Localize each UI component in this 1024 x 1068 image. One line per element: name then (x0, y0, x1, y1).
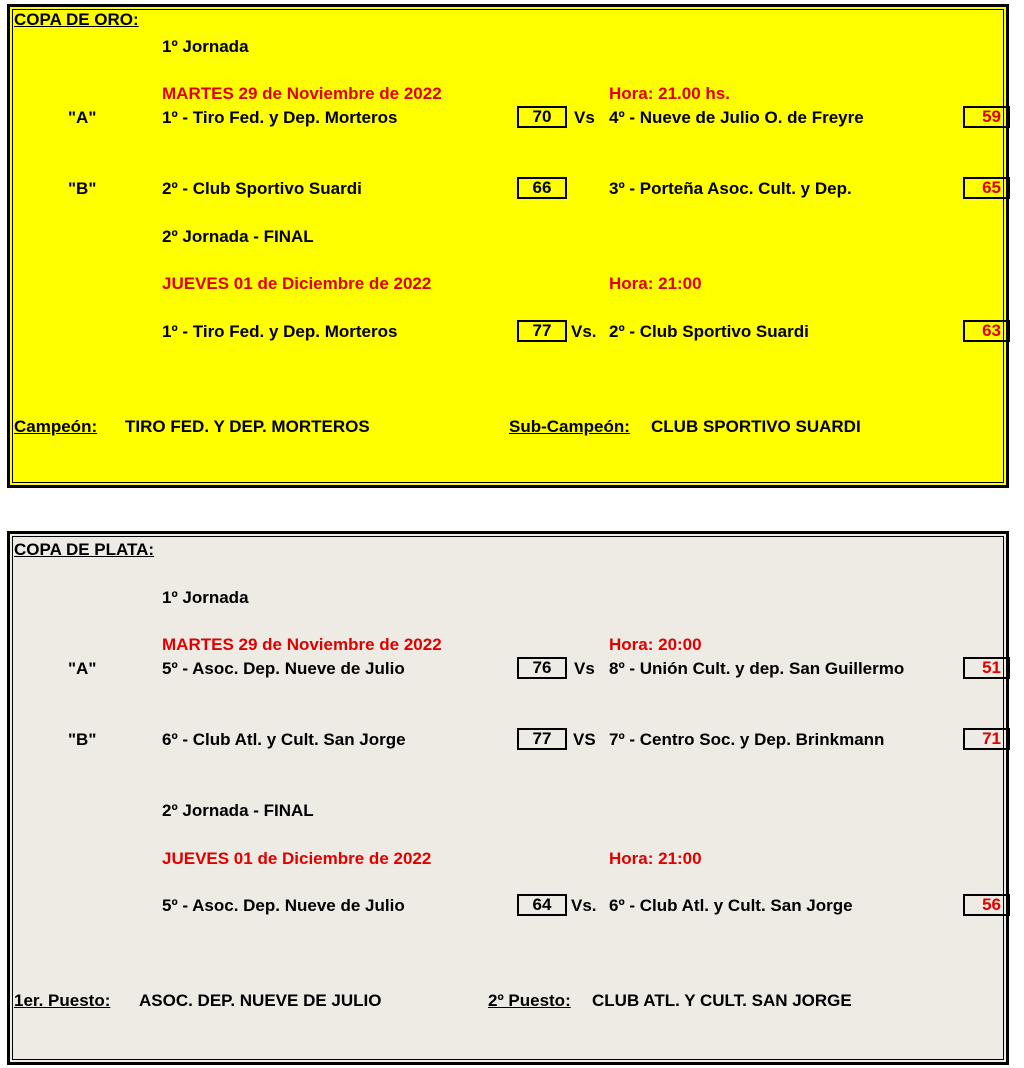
panel-title: COPA DE PLATA: (14, 540, 155, 559)
second-place-team: CLUB ATL. Y CULT. SAN JORGE (592, 991, 852, 1010)
round2-heading: 2º Jornada - FINAL (162, 801, 314, 820)
round1-date: MARTES 29 de Noviembre de 2022 (162, 635, 442, 654)
match-a-away-team: 8º - Unión Cult. y dep. San Guillermo (609, 659, 905, 678)
final-home-score: 77 (517, 320, 567, 342)
round1-date: MARTES 29 de Noviembre de 2022 (162, 84, 442, 103)
group-a-label: "A" (68, 659, 97, 678)
round2-date: JUEVES 01 de Diciembre de 2022 (162, 849, 432, 868)
group-b-label: "B" (68, 179, 97, 198)
final-away-score: 56 (963, 894, 1010, 916)
champion-label: Campeón: (14, 417, 98, 436)
round2-heading: 2º Jornada - FINAL (162, 227, 314, 246)
final-home-score: 64 (517, 894, 567, 916)
second-place-label: 2º Puesto: (488, 991, 571, 1010)
match-b-home-score: 77 (517, 728, 567, 750)
final-vs: Vs. (571, 322, 597, 341)
panel-title: COPA DE ORO: (14, 10, 139, 29)
match-b-away-score: 71 (963, 728, 1010, 750)
round2-date: JUEVES 01 de Diciembre de 2022 (162, 274, 432, 293)
final-home-team: 5º - Asoc. Dep. Nueve de Julio (162, 896, 405, 915)
final-home-team: 1º - Tiro Fed. y Dep. Morteros (162, 322, 398, 341)
round1-heading: 1º Jornada (162, 37, 249, 56)
final-away-score: 63 (963, 320, 1010, 342)
round1-time: Hora: 20:00 (609, 635, 702, 654)
champion-team: TIRO FED. Y DEP. MORTEROS (125, 417, 370, 436)
match-b-away-team: 7º - Centro Soc. y Dep. Brinkmann (609, 730, 885, 749)
first-place-team: ASOC. DEP. NUEVE DE JULIO (139, 991, 382, 1010)
match-b-away-team: 3º - Porteña Asoc. Cult. y Dep. (609, 179, 852, 198)
copa-de-plata-panel (7, 531, 1009, 1065)
round1-time: Hora: 21.00 hs. (609, 84, 730, 103)
match-a-away-team: 4º - Nueve de Julio O. de Freyre (609, 108, 864, 127)
group-b-label: "B" (68, 730, 97, 749)
round2-time: Hora: 21:00 (609, 274, 702, 293)
first-place-label: 1er. Puesto: (14, 991, 111, 1010)
final-vs: Vs. (571, 896, 597, 915)
match-a-away-score: 59 (963, 106, 1010, 128)
round1-heading: 1º Jornada (162, 588, 249, 607)
match-a-away-score: 51 (963, 657, 1010, 679)
final-away-team: 2º - Club Sportivo Suardi (609, 322, 809, 341)
match-a-home-team: 5º - Asoc. Dep. Nueve de Julio (162, 659, 405, 678)
match-b-away-score: 65 (963, 177, 1010, 199)
runnerup-label: Sub-Campeón: (509, 417, 630, 436)
match-a-home-score: 70 (517, 106, 567, 128)
match-b-home-team: 6º - Club Atl. y Cult. San Jorge (162, 730, 406, 749)
runnerup-team: CLUB SPORTIVO SUARDI (651, 417, 861, 436)
match-a-vs: Vs (574, 108, 595, 127)
match-b-home-team: 2º - Club Sportivo Suardi (162, 179, 362, 198)
match-b-vs: VS (573, 730, 596, 749)
final-away-team: 6º - Club Atl. y Cult. San Jorge (609, 896, 853, 915)
match-a-vs: Vs (574, 659, 595, 678)
copa-de-oro-panel (7, 4, 1009, 488)
match-a-home-team: 1º - Tiro Fed. y Dep. Morteros (162, 108, 398, 127)
match-a-home-score: 76 (517, 657, 567, 679)
round2-time: Hora: 21:00 (609, 849, 702, 868)
group-a-label: "A" (68, 108, 97, 127)
match-b-home-score: 66 (517, 177, 567, 199)
